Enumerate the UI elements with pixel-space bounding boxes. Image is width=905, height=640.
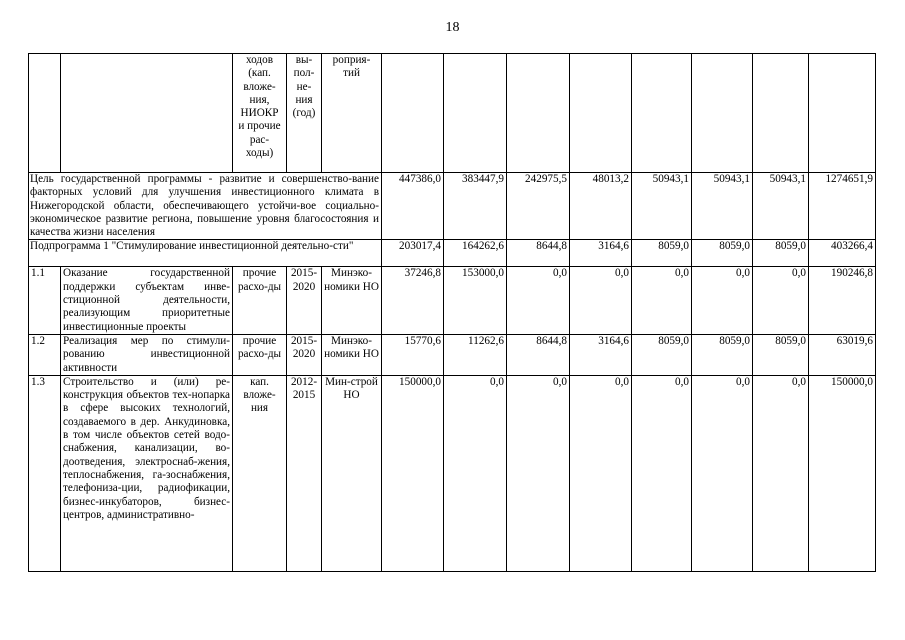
row-value: 0,0: [507, 375, 570, 571]
row-value: 15770,6: [382, 334, 444, 375]
row-value: 11262,6: [444, 334, 507, 375]
row-value: 8644,8: [507, 334, 570, 375]
header-value-cell: [753, 54, 809, 173]
header-value-cell: [570, 54, 632, 173]
table-row: [29, 173, 876, 240]
row-value: 150000,0: [809, 375, 876, 571]
row-value: 0,0: [444, 375, 507, 571]
row-value: 0,0: [753, 267, 809, 334]
row-value: 3164,6: [570, 334, 632, 375]
row-title: Цель государственной программы - развитие и совершенство-вание факторных условий для улучшения инвестиционного климата в Нижегородской области, обеспечивающего устойчи-вое социально-экономическое развитие региона, повышение уровня благосостояния и качества жизни населения: [29, 173, 382, 240]
header-value-cell: [809, 54, 876, 173]
row-value: 8059,0: [753, 240, 809, 267]
row-name: Реализация мер по стимули-рованию инвестиционной активности: [61, 334, 233, 375]
row-value: 242975,5: [507, 173, 570, 240]
row-title: Подпрограмма 1 "Стимулирование инвестиционной деятельно-сти": [29, 240, 382, 267]
row-expense-type: кап. вложе-ния: [233, 375, 287, 571]
header-value-cell: [382, 54, 444, 173]
header-period: вы- пол- не- ния (год): [287, 54, 322, 173]
row-value: 153000,0: [444, 267, 507, 334]
row-code: 1.1: [29, 267, 61, 334]
row-value: 50943,1: [632, 173, 692, 240]
row-period: 2012-2015: [287, 375, 322, 571]
row-value: 8059,0: [692, 240, 753, 267]
row-value: 8059,0: [632, 240, 692, 267]
table-row: [29, 375, 876, 571]
row-expense-type: прочие расхо-ды: [233, 267, 287, 334]
row-value: 37246,8: [382, 267, 444, 334]
row-expense-type: прочие расхо-ды: [233, 334, 287, 375]
row-executor: Минэко-номики НО: [322, 334, 382, 375]
row-value: 150000,0: [382, 375, 444, 571]
row-value: 0,0: [632, 267, 692, 334]
row-value: 0,0: [692, 267, 753, 334]
row-value: 0,0: [507, 267, 570, 334]
header-value-cell: [692, 54, 753, 173]
header-executor: роприя- тий: [322, 54, 382, 173]
row-value: 0,0: [632, 375, 692, 571]
header-value-cell: [632, 54, 692, 173]
header-code-cell: [29, 54, 61, 173]
row-value: 48013,2: [570, 173, 632, 240]
row-name: Оказание государственной поддержки субъектам инве-стиционной деятельности, реализующим приоритетные инвестиционные проекты: [61, 267, 233, 334]
row-value: 50943,1: [692, 173, 753, 240]
table-row: [29, 267, 876, 334]
row-code: 1.3: [29, 375, 61, 571]
row-code: 1.2: [29, 334, 61, 375]
header-name-cell: [61, 54, 233, 173]
row-value: 8059,0: [692, 334, 753, 375]
row-value: 1274651,9: [809, 173, 876, 240]
row-value: 0,0: [692, 375, 753, 571]
header-value-cell: [507, 54, 570, 173]
header-expense-type: ходов (кап. вложе- ния, НИОКР и прочие рас- ходы): [233, 54, 287, 173]
row-value: 447386,0: [382, 173, 444, 240]
row-value: 190246,8: [809, 267, 876, 334]
row-value: 50943,1: [753, 173, 809, 240]
row-period: 2015-2020: [287, 267, 322, 334]
row-value: 0,0: [570, 267, 632, 334]
row-value: 383447,9: [444, 173, 507, 240]
row-name: Строительство и (или) ре-конструкция объектов тех-нопарка в сфере высоких технологий, создаваемого в дер. Анкудиновка, в том числе объектов сетей водо-снабжения, канализации, во-доотведения, электроснаб-жения, теплоснабжения, га-зоснабжения, телефониза-ции, радиофикации, бизнес-инкубаторов, бизнес-центров, административно-: [61, 375, 233, 571]
row-value: 0,0: [570, 375, 632, 571]
row-period: 2015-2020: [287, 334, 322, 375]
row-value: 0,0: [753, 375, 809, 571]
row-value: 3164,6: [570, 240, 632, 267]
page-number: 18: [445, 20, 460, 35]
row-value: 8059,0: [632, 334, 692, 375]
row-value: 8644,8: [507, 240, 570, 267]
table-row: [29, 240, 876, 267]
row-value: 403266,4: [809, 240, 876, 267]
row-value: 63019,6: [809, 334, 876, 375]
program-table: [28, 53, 876, 572]
row-executor: Мин-строй НО: [322, 375, 382, 571]
row-value: 164262,6: [444, 240, 507, 267]
header-value-cell: [444, 54, 507, 173]
row-value: 203017,4: [382, 240, 444, 267]
row-value: 8059,0: [753, 334, 809, 375]
header-row: [29, 54, 876, 173]
table-row: [29, 334, 876, 375]
row-executor: Минэко-номики НО: [322, 267, 382, 334]
